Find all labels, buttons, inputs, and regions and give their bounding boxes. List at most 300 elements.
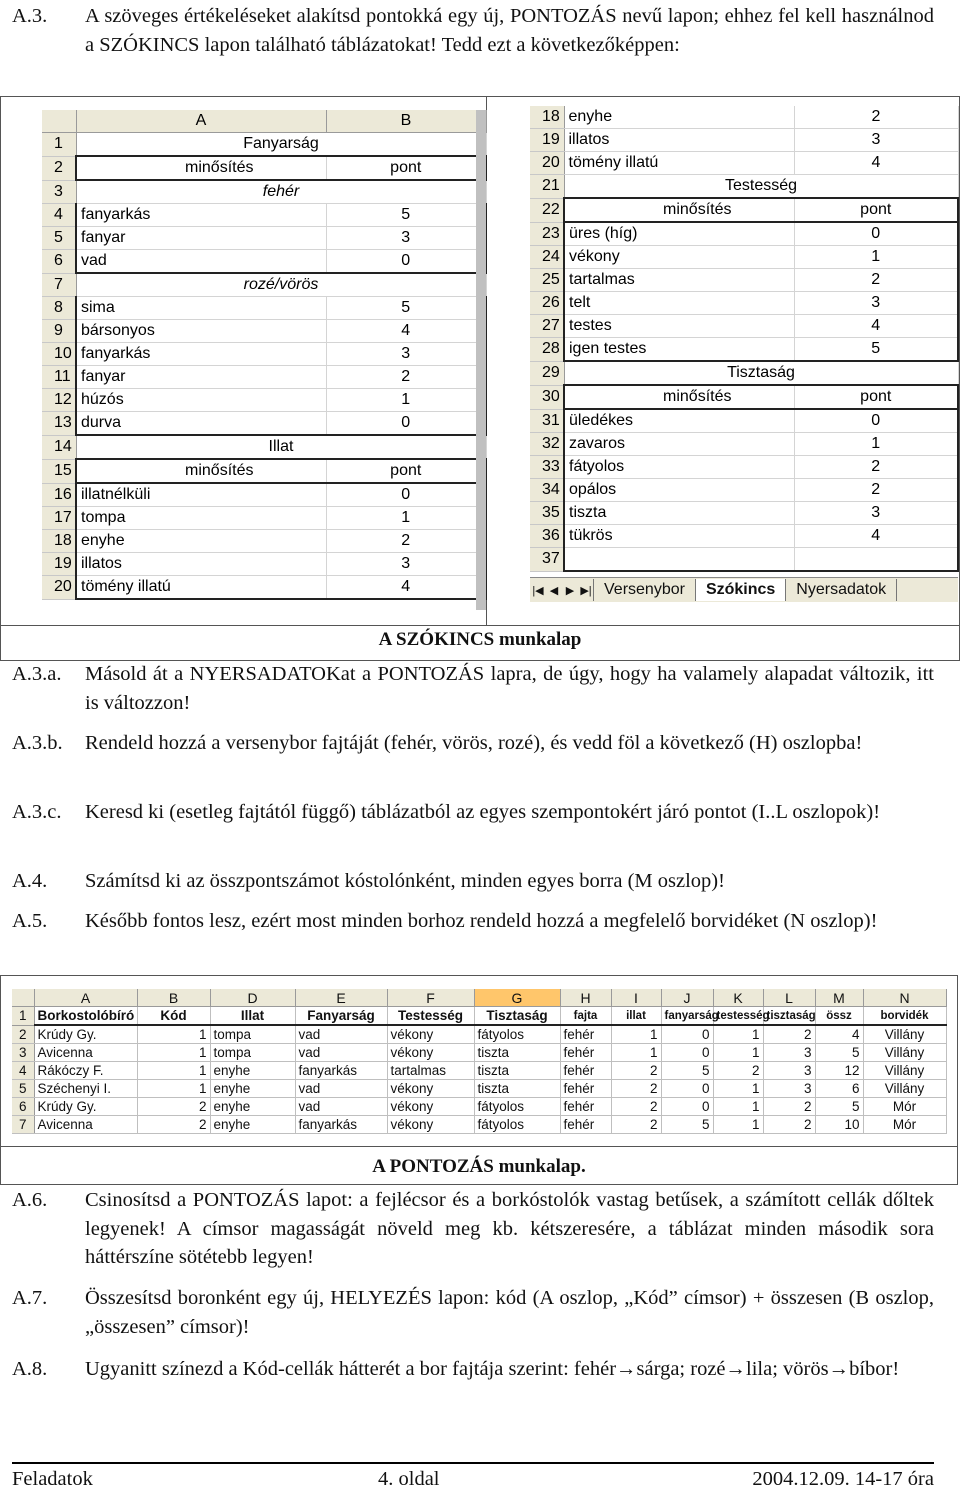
header-cell[interactable]: fajta bbox=[560, 1007, 611, 1026]
table-cell[interactable]: vad bbox=[295, 1044, 387, 1062]
cell-label[interactable]: durva bbox=[76, 412, 326, 436]
table-cell[interactable]: Széchenyi I. bbox=[34, 1080, 137, 1098]
row-number[interactable]: 27 bbox=[530, 315, 564, 338]
table-cell[interactable]: fehér bbox=[560, 1044, 611, 1062]
task-number: A.4. bbox=[12, 870, 48, 892]
section-title[interactable]: Fanyarság bbox=[76, 133, 486, 157]
row-number[interactable]: 24 bbox=[530, 246, 564, 269]
sheet-row bbox=[530, 269, 958, 292]
table-cell[interactable]: 2 bbox=[137, 1098, 210, 1116]
cell-points[interactable]: 1 bbox=[794, 433, 958, 456]
cell-label[interactable]: tömény illatú bbox=[564, 152, 794, 175]
header-cell[interactable]: fanyarság bbox=[661, 1007, 713, 1026]
cell-points[interactable]: 1 bbox=[326, 507, 486, 530]
tab-nyersadatok[interactable]: Nyersadatok bbox=[785, 579, 897, 601]
table-header-row bbox=[12, 1007, 946, 1026]
table-cell[interactable]: enyhe bbox=[210, 1080, 295, 1098]
col-header[interactable]: N bbox=[863, 989, 946, 1007]
section-title[interactable]: Testesség bbox=[564, 175, 958, 199]
table-cell[interactable]: vékony bbox=[387, 1044, 474, 1062]
row-number[interactable]: 2 bbox=[42, 156, 76, 180]
cell-points[interactable]: 4 bbox=[326, 576, 486, 600]
header-cell[interactable]: Fanyarság bbox=[295, 1007, 387, 1026]
table-cell[interactable]: tompa bbox=[210, 1025, 295, 1044]
table-cell[interactable]: 2 bbox=[763, 1098, 815, 1116]
sheet-row bbox=[42, 227, 486, 250]
row-number[interactable]: 15 bbox=[42, 459, 76, 483]
cell-points[interactable]: pont bbox=[326, 459, 486, 483]
cell-points[interactable]: pont bbox=[794, 385, 958, 409]
sheet-row bbox=[530, 106, 958, 129]
table-cell[interactable]: tiszta bbox=[474, 1080, 560, 1098]
table-cell[interactable]: 1 bbox=[713, 1116, 763, 1134]
sheet-row bbox=[530, 433, 958, 456]
page-footer bbox=[12, 1462, 934, 1492]
task-number: A.6. bbox=[12, 1189, 48, 1211]
table-cell[interactable]: 2 bbox=[611, 1080, 661, 1098]
row-number[interactable]: 10 bbox=[42, 343, 76, 366]
section-title[interactable]: rozé/vörös bbox=[76, 273, 486, 297]
row-number[interactable]: 17 bbox=[42, 507, 76, 530]
sheet-row bbox=[530, 361, 958, 385]
sheet-row bbox=[42, 389, 486, 412]
table-cell[interactable]: enyhe bbox=[210, 1062, 295, 1080]
cell-points[interactable]: 0 bbox=[326, 250, 486, 274]
row-number[interactable]: 26 bbox=[530, 292, 564, 315]
table-cell[interactable]: Avicenna bbox=[34, 1116, 137, 1134]
row-number[interactable]: 1 bbox=[12, 1007, 34, 1026]
row-number[interactable]: 20 bbox=[42, 576, 76, 600]
scrollbar[interactable] bbox=[476, 110, 486, 610]
task-text: Másold át a NYERSADATOKat a PONTOZÁS lapra, de úgy, hogy ha valamely alapadat változik, itt is változzon! bbox=[85, 663, 934, 714]
row-number[interactable]: 22 bbox=[530, 198, 564, 222]
cell-points[interactable]: 5 bbox=[326, 204, 486, 227]
col-header[interactable]: L bbox=[763, 989, 815, 1007]
cell-label[interactable]: igen testes bbox=[564, 338, 794, 362]
cell-label[interactable]: üres (híg) bbox=[564, 222, 794, 246]
col-header-a[interactable]: A bbox=[76, 110, 326, 133]
row-number[interactable]: 18 bbox=[530, 106, 564, 129]
row-number[interactable]: 11 bbox=[42, 366, 76, 389]
row-number[interactable]: 20 bbox=[530, 152, 564, 175]
task-text: Később fontos lesz, ezért most minden borhoz rendeld hozzá a megfelelő borvidéket (N oszlop)! bbox=[85, 910, 878, 932]
tab-szokincs[interactable]: Szókincs bbox=[695, 579, 786, 601]
table-cell[interactable]: 1 bbox=[713, 1044, 763, 1062]
section-title[interactable]: Tisztaság bbox=[564, 361, 958, 385]
cell-label[interactable]: zavaros bbox=[564, 433, 794, 456]
row-number[interactable]: 23 bbox=[530, 222, 564, 246]
row-number[interactable]: 3 bbox=[42, 180, 76, 204]
table-cell[interactable]: 3 bbox=[763, 1044, 815, 1062]
row-number[interactable]: 36 bbox=[530, 525, 564, 548]
next-sheet-icon[interactable]: ▶ bbox=[565, 584, 575, 597]
table-cell[interactable]: 12 bbox=[815, 1062, 863, 1080]
sheet-row bbox=[42, 530, 486, 553]
cell-label[interactable]: bársonyos bbox=[76, 320, 326, 343]
row-number[interactable]: 37 bbox=[530, 548, 564, 572]
task-item bbox=[12, 907, 934, 936]
row-number[interactable]: 14 bbox=[42, 435, 76, 459]
col-header-b[interactable]: B bbox=[326, 110, 486, 133]
divider bbox=[1, 625, 959, 626]
table-cell[interactable]: tompa bbox=[210, 1044, 295, 1062]
cell-label[interactable]: minősítés bbox=[564, 385, 794, 409]
table-cell[interactable]: 2 bbox=[713, 1062, 763, 1080]
table-cell[interactable]: Mór bbox=[863, 1116, 946, 1134]
cell-label[interactable]: fanyar bbox=[76, 366, 326, 389]
table-cell[interactable]: Rákóczy F. bbox=[34, 1062, 137, 1080]
row-number[interactable]: 4 bbox=[42, 204, 76, 227]
sheet-row bbox=[530, 175, 958, 199]
table-cell[interactable]: 1 bbox=[713, 1025, 763, 1044]
table-cell[interactable]: tiszta bbox=[474, 1062, 560, 1080]
table-cell[interactable]: fátyolos bbox=[474, 1098, 560, 1116]
row-number[interactable]: 6 bbox=[42, 250, 76, 274]
table-cell[interactable]: fehér bbox=[560, 1098, 611, 1116]
cell-label[interactable]: tompa bbox=[76, 507, 326, 530]
table-cell[interactable]: vad bbox=[295, 1098, 387, 1116]
table-cell[interactable]: 2 bbox=[611, 1098, 661, 1116]
table-cell[interactable]: vékony bbox=[387, 1080, 474, 1098]
corner-cell[interactable] bbox=[42, 110, 76, 133]
table-cell[interactable]: Krúdy Gy. bbox=[34, 1025, 137, 1044]
cell-points[interactable]: 2 bbox=[326, 366, 486, 389]
table-cell[interactable]: vékony bbox=[387, 1098, 474, 1116]
row-number[interactable]: 18 bbox=[42, 530, 76, 553]
cell-label[interactable]: fanyarkás bbox=[76, 343, 326, 366]
cell-points[interactable]: pont bbox=[794, 198, 958, 222]
table-cell[interactable]: 3 bbox=[763, 1080, 815, 1098]
task-number: A.5. bbox=[12, 910, 48, 932]
table-cell[interactable]: fehér bbox=[560, 1116, 611, 1134]
cell-points[interactable]: 3 bbox=[326, 343, 486, 366]
row-number[interactable]: 5 bbox=[42, 227, 76, 250]
row-number[interactable]: 29 bbox=[530, 361, 564, 385]
szokincs-left-grid bbox=[42, 110, 487, 600]
table-cell[interactable]: fanyarkás bbox=[295, 1062, 387, 1080]
col-header[interactable]: F bbox=[387, 989, 474, 1007]
table-cell[interactable]: 1 bbox=[611, 1044, 661, 1062]
cell-points[interactable]: 4 bbox=[794, 525, 958, 548]
header-cell[interactable]: Borkostolóbíró bbox=[34, 1007, 137, 1026]
cell-points[interactable]: 0 bbox=[794, 409, 958, 433]
sheet-row bbox=[530, 198, 958, 222]
row-number[interactable]: 31 bbox=[530, 409, 564, 433]
cell-label[interactable]: üledékes bbox=[564, 409, 794, 433]
column-header-row bbox=[12, 989, 946, 1007]
cell-points[interactable]: 0 bbox=[794, 222, 958, 246]
task-item bbox=[12, 798, 934, 827]
cell-points[interactable]: 2 bbox=[794, 456, 958, 479]
cell-points[interactable]: 2 bbox=[794, 106, 958, 129]
table-cell[interactable]: Villány bbox=[863, 1025, 946, 1044]
header-cell[interactable]: Tisztaság bbox=[474, 1007, 560, 1026]
table-cell[interactable]: enyhe bbox=[210, 1116, 295, 1134]
section-title[interactable]: Illat bbox=[76, 435, 486, 459]
cell-label[interactable]: opálos bbox=[564, 479, 794, 502]
cell-label[interactable]: tömény illatú bbox=[76, 576, 326, 600]
cell-points[interactable]: 1 bbox=[326, 389, 486, 412]
task-text: Csinosítsd a PONTOZÁS lapot: a fejlécsor és a borkóstolók vastag betűsek, a számított cellák dőltek legyenek! A címsor magasságát növeld meg kb. kétszeresére, a táblázat minden második sora háttérszíne sötétebb legyen! bbox=[85, 1189, 934, 1268]
cell-label[interactable]: fanyar bbox=[76, 227, 326, 250]
table-cell[interactable]: 2 bbox=[611, 1062, 661, 1080]
header-cell[interactable]: testesség bbox=[713, 1007, 763, 1026]
szokincs-caption: A SZÓKINCS munkalap bbox=[378, 629, 582, 650]
header-cell[interactable]: illat bbox=[611, 1007, 661, 1026]
row-number[interactable]: 33 bbox=[530, 456, 564, 479]
pontozas-caption: A PONTOZÁS munkalap. bbox=[372, 1156, 586, 1177]
table-cell[interactable]: 1 bbox=[137, 1062, 210, 1080]
table-cell[interactable]: tiszta bbox=[474, 1044, 560, 1062]
table-cell[interactable]: vad bbox=[295, 1080, 387, 1098]
table-cell[interactable]: 2 bbox=[137, 1116, 210, 1134]
sheet-row bbox=[530, 409, 958, 433]
table-cell[interactable]: 5 bbox=[661, 1116, 713, 1134]
row-number[interactable]: 5 bbox=[12, 1080, 34, 1098]
sheet-row bbox=[42, 576, 486, 600]
cell-points[interactable]: 4 bbox=[326, 320, 486, 343]
footer-left: Feladatok bbox=[12, 1468, 93, 1490]
cell-label[interactable] bbox=[564, 548, 794, 572]
row-number[interactable]: 19 bbox=[42, 553, 76, 576]
table-row bbox=[12, 1116, 946, 1134]
cell-points[interactable]: 3 bbox=[794, 129, 958, 152]
row-number[interactable]: 16 bbox=[42, 483, 76, 507]
cell-label[interactable]: húzós bbox=[76, 389, 326, 412]
table-cell[interactable]: fehér bbox=[560, 1025, 611, 1044]
sheet-row bbox=[42, 435, 486, 459]
cell-points[interactable]: 2 bbox=[326, 530, 486, 553]
cell-label[interactable]: fanyarkás bbox=[76, 204, 326, 227]
sheet-row bbox=[42, 204, 486, 227]
table-cell[interactable]: vad bbox=[295, 1025, 387, 1044]
sheet-row bbox=[530, 479, 958, 502]
table-cell[interactable]: 4 bbox=[815, 1025, 863, 1044]
cell-label[interactable]: sima bbox=[76, 297, 326, 320]
header-cell[interactable]: borvidék bbox=[863, 1007, 946, 1026]
cell-points[interactable]: 0 bbox=[326, 412, 486, 436]
row-number[interactable]: 9 bbox=[42, 320, 76, 343]
task-item bbox=[12, 1186, 934, 1272]
cell-label[interactable]: vad bbox=[76, 250, 326, 274]
sheet-row bbox=[42, 366, 486, 389]
row-number[interactable]: 1 bbox=[42, 133, 76, 157]
col-header[interactable]: D bbox=[210, 989, 295, 1007]
cell-points[interactable]: 2 bbox=[794, 479, 958, 502]
table-cell[interactable]: 1 bbox=[713, 1080, 763, 1098]
cell-label[interactable]: minősítés bbox=[76, 156, 326, 180]
table-cell[interactable]: fanyarkás bbox=[295, 1116, 387, 1134]
cell-points[interactable]: 2 bbox=[794, 269, 958, 292]
table-cell[interactable]: 10 bbox=[815, 1116, 863, 1134]
col-header[interactable]: A bbox=[34, 989, 137, 1007]
table-cell[interactable]: vékony bbox=[387, 1025, 474, 1044]
cell-label[interactable]: illatos bbox=[564, 129, 794, 152]
cell-label[interactable]: minősítés bbox=[564, 198, 794, 222]
table-cell[interactable]: 0 bbox=[661, 1025, 713, 1044]
header-cell[interactable]: Illat bbox=[210, 1007, 295, 1026]
row-number[interactable]: 34 bbox=[530, 479, 564, 502]
cell-points[interactable]: 3 bbox=[794, 292, 958, 315]
table-cell[interactable]: 5 bbox=[815, 1098, 863, 1116]
table-cell[interactable]: 1 bbox=[137, 1025, 210, 1044]
cell-label[interactable]: enyhe bbox=[564, 106, 794, 129]
table-cell[interactable]: fátyolos bbox=[474, 1116, 560, 1134]
table-cell[interactable]: Villány bbox=[863, 1080, 946, 1098]
sheet-row bbox=[530, 385, 958, 409]
table-cell[interactable]: 0 bbox=[661, 1098, 713, 1116]
task-text: Keresd ki (esetleg fajtától függő) táblázatból az egyes szempontokért járó pontot (I..L oszlopok)! bbox=[85, 801, 881, 823]
sheet-row bbox=[530, 338, 958, 362]
task-text: Összesítsd boronként egy új, HELYEZÉS lapon: kód (A oszlop, „Kód” címsor) + összesen (B oszlop, „összesen” címsor)! bbox=[85, 1287, 934, 1338]
table-cell[interactable]: 0 bbox=[661, 1080, 713, 1098]
table-cell[interactable]: fátyolos bbox=[474, 1025, 560, 1044]
col-header[interactable]: G bbox=[474, 989, 560, 1007]
header-cell[interactable]: tisztaság bbox=[763, 1007, 815, 1026]
cell-label[interactable]: illatnélküli bbox=[76, 483, 326, 507]
col-header[interactable]: B bbox=[137, 989, 210, 1007]
row-number[interactable]: 25 bbox=[530, 269, 564, 292]
cell-points[interactable]: pont bbox=[326, 156, 486, 180]
cell-label[interactable]: tartalmas bbox=[564, 269, 794, 292]
sheet-row bbox=[42, 273, 486, 297]
row-number[interactable]: 32 bbox=[530, 433, 564, 456]
header-cell[interactable]: Testesség bbox=[387, 1007, 474, 1026]
task-number: A.3.b. bbox=[12, 732, 63, 754]
cell-label[interactable]: fátyolos bbox=[564, 456, 794, 479]
cell-label[interactable]: vékony bbox=[564, 246, 794, 269]
row-number[interactable]: 13 bbox=[42, 412, 76, 436]
table-cell[interactable]: 1 bbox=[137, 1044, 210, 1062]
sheet-row bbox=[42, 250, 486, 274]
row-number[interactable]: 3 bbox=[12, 1044, 34, 1062]
row-number[interactable]: 8 bbox=[42, 297, 76, 320]
tab-versenybor[interactable]: Versenybor bbox=[593, 579, 696, 601]
task-number: A.3.c. bbox=[12, 801, 62, 823]
header-cell[interactable]: Kód bbox=[137, 1007, 210, 1026]
sheet-row bbox=[530, 456, 958, 479]
row-number[interactable]: 12 bbox=[42, 389, 76, 412]
cell-label[interactable]: testes bbox=[564, 315, 794, 338]
col-header[interactable]: M bbox=[815, 989, 863, 1007]
table-cell[interactable]: 1 bbox=[713, 1098, 763, 1116]
cell-label[interactable]: enyhe bbox=[76, 530, 326, 553]
cell-points[interactable]: 5 bbox=[326, 297, 486, 320]
row-number[interactable]: 30 bbox=[530, 385, 564, 409]
table-cell[interactable]: enyhe bbox=[210, 1098, 295, 1116]
table-cell[interactable]: 2 bbox=[763, 1025, 815, 1044]
task-number: A.8. bbox=[12, 1358, 48, 1380]
sheet-row bbox=[42, 156, 486, 180]
row-number[interactable]: 7 bbox=[42, 273, 76, 297]
sheet-row bbox=[42, 412, 486, 436]
corner-cell[interactable] bbox=[12, 989, 34, 1007]
sheet-row bbox=[530, 315, 958, 338]
table-cell[interactable]: vékony bbox=[387, 1116, 474, 1134]
row-number[interactable]: 2 bbox=[12, 1025, 34, 1044]
cell-label[interactable]: tükrös bbox=[564, 525, 794, 548]
table-cell[interactable]: Krúdy Gy. bbox=[34, 1098, 137, 1116]
cell-points[interactable]: 4 bbox=[794, 152, 958, 175]
table-cell[interactable]: 5 bbox=[661, 1062, 713, 1080]
table-cell[interactable]: Mór bbox=[863, 1098, 946, 1116]
cell-points[interactable]: 5 bbox=[794, 338, 958, 362]
task-item bbox=[12, 660, 934, 717]
cell-points[interactable]: 4 bbox=[794, 315, 958, 338]
col-header[interactable]: H bbox=[560, 989, 611, 1007]
table-cell[interactable]: 2 bbox=[763, 1116, 815, 1134]
table-cell[interactable]: tartalmas bbox=[387, 1062, 474, 1080]
row-number[interactable]: 7 bbox=[12, 1116, 34, 1134]
cell-points[interactable]: 0 bbox=[326, 483, 486, 507]
last-sheet-icon[interactable]: ▶| bbox=[580, 584, 592, 597]
col-header[interactable]: I bbox=[611, 989, 661, 1007]
row-number[interactable]: 19 bbox=[530, 129, 564, 152]
cell-label[interactable]: tiszta bbox=[564, 502, 794, 525]
table-cell[interactable]: 1 bbox=[611, 1025, 661, 1044]
footer-page-number: 4. oldal bbox=[378, 1468, 440, 1490]
cell-points[interactable]: 3 bbox=[326, 553, 486, 576]
divider bbox=[1, 1146, 957, 1147]
szokincs-right-grid bbox=[530, 106, 959, 572]
sheet-row bbox=[42, 297, 486, 320]
col-header[interactable]: E bbox=[295, 989, 387, 1007]
table-row bbox=[12, 1098, 946, 1116]
table-cell[interactable]: 6 bbox=[815, 1080, 863, 1098]
sheet-row bbox=[530, 152, 958, 175]
cell-points[interactable]: 3 bbox=[794, 502, 958, 525]
row-number[interactable]: 28 bbox=[530, 338, 564, 362]
col-header[interactable]: K bbox=[713, 989, 763, 1007]
table-cell[interactable]: Villány bbox=[863, 1062, 946, 1080]
pontozas-grid bbox=[12, 989, 947, 1134]
sheet-row bbox=[530, 292, 958, 315]
task-number: A.7. bbox=[12, 1287, 48, 1309]
table-cell[interactable]: 3 bbox=[763, 1062, 815, 1080]
cell-points[interactable]: 3 bbox=[326, 227, 486, 250]
table-cell[interactable]: 5 bbox=[815, 1044, 863, 1062]
table-cell[interactable]: 2 bbox=[611, 1116, 661, 1134]
col-header[interactable]: J bbox=[661, 989, 713, 1007]
task-text: Rendeld hozzá a versenybor fajtáját (fehér, vörös, rozé), és vedd föl a következő (H) oszlopba! bbox=[85, 732, 863, 754]
table-cell[interactable]: Villány bbox=[863, 1044, 946, 1062]
row-number[interactable]: 35 bbox=[530, 502, 564, 525]
table-cell[interactable]: Avicenna bbox=[34, 1044, 137, 1062]
prev-sheet-icon[interactable]: ◀ bbox=[549, 584, 559, 597]
header-cell[interactable]: össz bbox=[815, 1007, 863, 1026]
cell-label[interactable]: minősítés bbox=[76, 459, 326, 483]
cell-label[interactable]: telt bbox=[564, 292, 794, 315]
cell-label[interactable]: illatos bbox=[76, 553, 326, 576]
row-number[interactable]: 4 bbox=[12, 1062, 34, 1080]
row-number[interactable]: 21 bbox=[530, 175, 564, 199]
table-cell[interactable]: 0 bbox=[661, 1044, 713, 1062]
table-cell[interactable]: fehér bbox=[560, 1062, 611, 1080]
row-number[interactable]: 6 bbox=[12, 1098, 34, 1116]
cell-points[interactable]: 1 bbox=[794, 246, 958, 269]
sheet-row bbox=[42, 553, 486, 576]
task-text: Ugyanitt színezd a Kód-cellák hátterét a bor fajtája szerint: fehér→sárga; rozé→lila; vörös→bíbor! bbox=[85, 1358, 900, 1380]
table-cell[interactable]: 1 bbox=[137, 1080, 210, 1098]
task-item bbox=[12, 1284, 934, 1341]
cell-points[interactable] bbox=[794, 548, 958, 572]
table-cell[interactable]: fehér bbox=[560, 1080, 611, 1098]
section-title[interactable]: fehér bbox=[76, 180, 486, 204]
sheet-row bbox=[42, 483, 486, 507]
sheet-row bbox=[42, 343, 486, 366]
first-sheet-icon[interactable]: |◀ bbox=[532, 584, 544, 597]
sheet-row bbox=[42, 320, 486, 343]
